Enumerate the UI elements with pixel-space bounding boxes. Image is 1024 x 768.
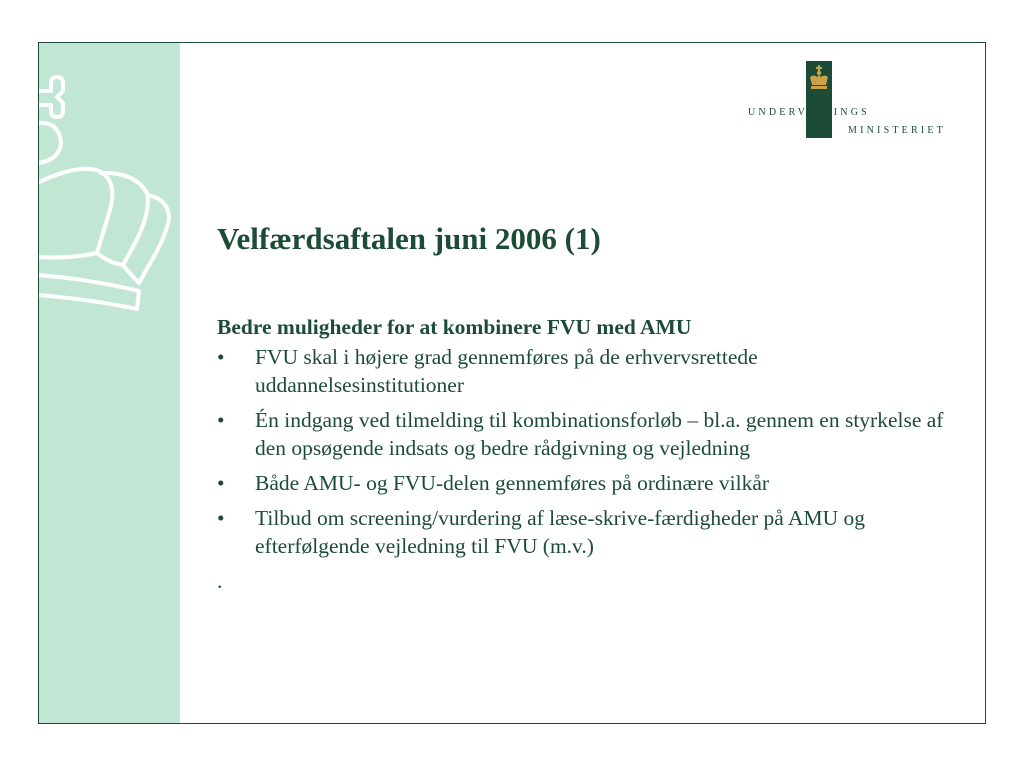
bullet-dot: • [217, 506, 225, 530]
bullet-text: FVU skal i højere grad gennemføres på de erhvervsrettede uddannelsesinstitutioner [255, 345, 758, 397]
bullet-dot: • [217, 471, 225, 495]
bullet-dot: • [217, 345, 225, 369]
bullet-item [217, 406, 957, 462]
bullet-item [217, 343, 957, 399]
ministry-logo [748, 61, 978, 141]
subheading: Bedre muligheder for at kombinere FVU med AMU [217, 315, 692, 339]
slide-title: Velfærdsaftalen juni 2006 (1) [217, 221, 601, 256]
crown-watermark-icon [39, 43, 180, 333]
slide-content [217, 313, 957, 595]
crown-icon [808, 65, 830, 91]
bullet-text: Tilbud om screening/vurdering af læse-skrive-færdigheder på AMU og efterfølgende vejledning til FVU (m.v.) [255, 506, 866, 558]
logo-line-2: MINISTERIET [848, 125, 946, 136]
trailing-text: . [217, 569, 223, 593]
bullet-item [217, 469, 957, 497]
logo-bar [806, 61, 832, 138]
slide [38, 42, 986, 724]
side-band [39, 43, 180, 723]
bullet-text: Både AMU- og FVU-delen gennemføres på ordinære vilkår [255, 471, 770, 495]
bullet-list [217, 343, 957, 560]
bullet-item [217, 504, 957, 560]
bullet-text: Én indgang ved tilmelding til kombinationsforløb – bl.a. gennem en styrkelse af den opsøgende indsats og bedre rådgivning og vejledning [255, 408, 944, 460]
logo-line-1: UNDERVISNINGS [748, 107, 870, 118]
bullet-dot: • [217, 408, 225, 432]
